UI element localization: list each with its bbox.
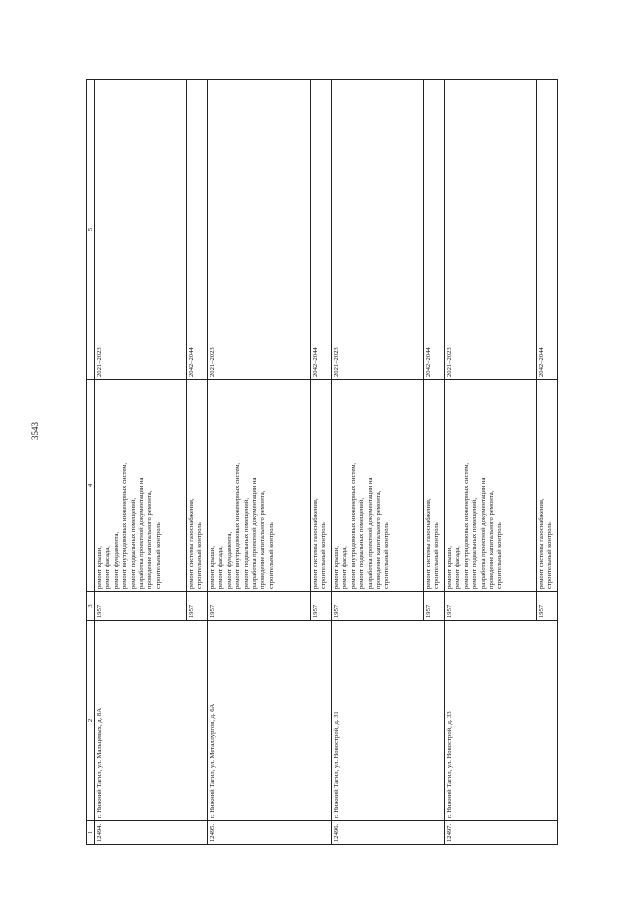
year-cell: 1957	[332, 592, 424, 621]
period-cell: 2042–2044	[311, 80, 332, 380]
year-cell: 1957	[95, 592, 187, 621]
header-col-1: 1	[87, 821, 95, 845]
address-cell: г. Нижний Тагил, ул. Мальцевых, д. 8А	[95, 621, 208, 821]
row-number: 12495.	[208, 821, 332, 845]
period-cell: 2021–2023	[445, 80, 537, 380]
address-cell: г. Нижний Тагил, ул. Металлургов, д. 6А	[208, 621, 332, 821]
works-cell: ремонт системы газоснабжения, строительный контроль	[424, 380, 445, 592]
table-row	[208, 80, 311, 845]
works-cell: ремонт системы газоснабжения, строительный контроль	[311, 380, 332, 592]
header-col-3: 3	[87, 592, 95, 621]
year-cell: 1957	[187, 592, 208, 621]
period-cell: 2042–2044	[187, 80, 208, 380]
table-row	[445, 80, 537, 845]
period-cell: 2042–2044	[424, 80, 445, 380]
works-cell: ремонт крыши, ремонт фасада, ремонт фундамента, ремонт внутридомовых инженерных систем, ремонт подвальных помещений, разработка проектной документации на проведение капитального ремонта, строительный контроль	[208, 380, 311, 592]
page-number: 3543	[30, 422, 40, 440]
works-cell: ремонт крыши, ремонт фасада, ремонт внутридомовых инженерных систем, ремонт подвальных помещений, разработка проектной документации на проведение капитального ремонта, строительный контроль	[445, 380, 537, 592]
year-cell: 1957	[208, 592, 311, 621]
period-cell: 2021–2023	[208, 80, 311, 380]
period-cell: 2021–2023	[95, 80, 187, 380]
address-cell: г. Нижний Тагил, ул. Новострой, д. 31	[332, 621, 445, 821]
works-cell: ремонт системы газоснабжения, строительный контроль	[187, 380, 208, 592]
year-cell: 1957	[537, 592, 558, 621]
header-col-5: 5	[87, 80, 95, 380]
table-row	[332, 80, 424, 845]
header-col-2: 2	[87, 621, 95, 821]
period-cell: 2042–2044	[537, 80, 558, 380]
row-number: 12497.	[445, 821, 558, 845]
rotated-table-container	[86, 80, 578, 845]
works-cell: ремонт крыши, ремонт фасада, ремонт фундамента, ремонт внутридомовых инженерных систем, ремонт подвальных помещений, разработка проектной документации на проведение капитального ремонта, строительный контроль	[95, 380, 187, 592]
year-cell: 1957	[311, 592, 332, 621]
works-cell: ремонт системы газоснабжения, строительный контроль	[537, 380, 558, 592]
year-cell: 1957	[424, 592, 445, 621]
header-row	[87, 80, 95, 845]
header-col-4: 4	[87, 380, 95, 592]
works-cell: ремонт крыши, ремонт фасада, ремонт внутридомовых инженерных систем, ремонт подвальных помещений, разработка проектной документации на проведение капитального ремонта, строительный контроль	[332, 380, 424, 592]
row-number: 12494.	[95, 821, 208, 845]
address-cell: г. Нижний Тагил, ул. Новострой, д. 33	[445, 621, 558, 821]
year-cell: 1957	[445, 592, 537, 621]
row-number: 12496.	[332, 821, 445, 845]
table-row	[95, 80, 187, 845]
repair-schedule-table	[86, 79, 558, 845]
period-cell: 2021–2023	[332, 80, 424, 380]
